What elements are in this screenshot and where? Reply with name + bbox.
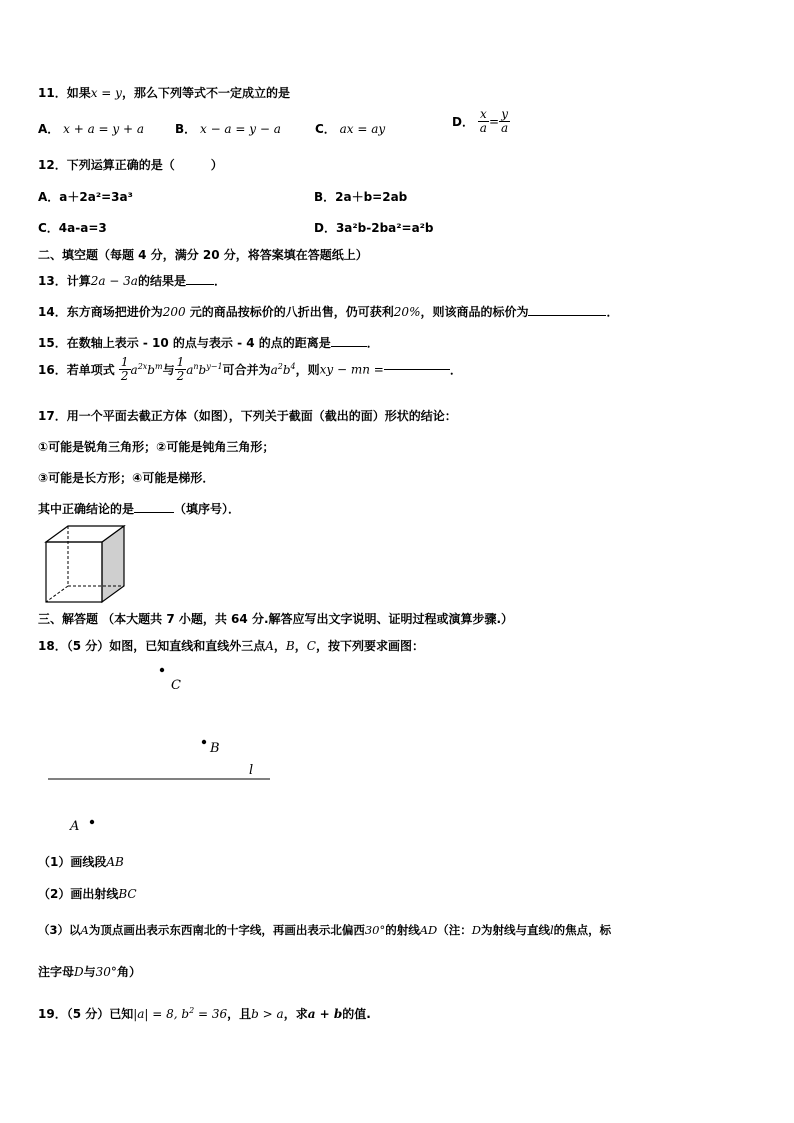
q16: 16．若单项式 $\frac{1}{2}$ $a^{2x}b^m$与 $\frac{1}{2}$ $a^nb^{y-1}$可合并为$a^2b^4$，则xy − mn = ．	[38, 355, 462, 383]
cube-front-face	[46, 542, 102, 602]
q17-line-2: ③可能是长方形；④可能是梯形．	[38, 471, 215, 485]
section-2-heading: 二、填空题（每题 4 分，满分 20 分，将答案填在答题纸上）	[38, 248, 368, 262]
q12-option-d: D．3a²b-2ba²=a²b	[314, 221, 434, 235]
q14: 14．东方商场把进价为200 元的商品按标价的八折出售，仍可获利20%，则该商品的标价为 ．	[38, 305, 619, 319]
cube-figure	[40, 524, 130, 606]
q12-option-c: C．4a-a=3	[38, 221, 107, 235]
answer-blank[interactable]	[134, 512, 174, 513]
q18-step-3-cont: 注字母D与30°角）	[38, 965, 141, 979]
q11-stem: 11．如果x = y，那么下列等式不一定成立的是	[38, 86, 290, 100]
answer-blank[interactable]	[384, 369, 450, 370]
fraction-y-over-a: $\frac{y}{a}$	[501, 107, 509, 135]
q17-stem: 17．用一个平面去截正方体（如图），下列关于截面（截出的面）形状的结论：	[38, 409, 457, 423]
section-3-heading: 三、解答题 （本大题共 7 小题，共 64 分.解答应写出文字说明、证明过程或演算步骤.）	[38, 612, 514, 626]
point-a	[90, 820, 94, 824]
answer-blank[interactable]	[186, 284, 214, 285]
point-c	[160, 668, 164, 672]
answer-blank[interactable]	[528, 315, 606, 316]
q15: 15．在数轴上表示 - 10 的点与表示 - 4 的点的距离是 ．	[38, 336, 379, 350]
answer-blank[interactable]	[331, 346, 367, 347]
point-b	[202, 740, 206, 744]
q11-option-b: B． x − a = y − a	[175, 122, 281, 136]
q12-option-a: A．a＋2a²=3a³	[38, 190, 133, 204]
q12-option-b: B．2a＋b=2ab	[314, 190, 408, 204]
q12-stem: 12．下列运算正确的是（ ）	[38, 158, 223, 172]
label-l: l	[249, 763, 254, 778]
q11-option-c: C． ax = ay	[315, 122, 386, 136]
q17-answer: 其中正确结论的是 （填序号）．	[38, 502, 241, 516]
cube-hidden-edge	[46, 586, 68, 602]
fraction-one-half: $\frac{1}{2}$	[120, 355, 129, 383]
q18-step-3: （3）以A为顶点画出表示东西南北的十字线，再画出表示北偏西30°的射线AD（注：D为射线与直线l的焦点，标	[38, 923, 612, 937]
label-a: A	[70, 819, 80, 834]
q18-figure	[0, 660, 300, 840]
label-b: B	[210, 741, 220, 756]
q18-step-1: （1）画线段AB	[38, 855, 124, 869]
q13: 13．计算2a − 3a的结果是 ．	[38, 274, 226, 288]
fraction-x-over-a: $\frac{x}{a}$	[479, 107, 487, 135]
label-c: C	[171, 678, 181, 693]
q18-stem: 18．（5 分）如图，已知直线和直线外三点A，B，C，按下列要求画图：	[38, 639, 424, 653]
fraction-one-half: $\frac{1}{2}$	[176, 355, 185, 383]
q11-option-a: A． x + a = y + a	[38, 122, 145, 136]
q19: 19．（5 分）已知|a| = 8, $b^2 = 36$，且b > a，求a + b的值.	[38, 1006, 371, 1021]
q17-line-1: ①可能是锐角三角形；②可能是钝角三角形；	[38, 440, 275, 454]
q11-option-d: D． $\frac{x}{a}$ = $\frac{y}{a}$	[452, 107, 509, 135]
q18-step-2: （2）画出射线BC	[38, 887, 137, 901]
